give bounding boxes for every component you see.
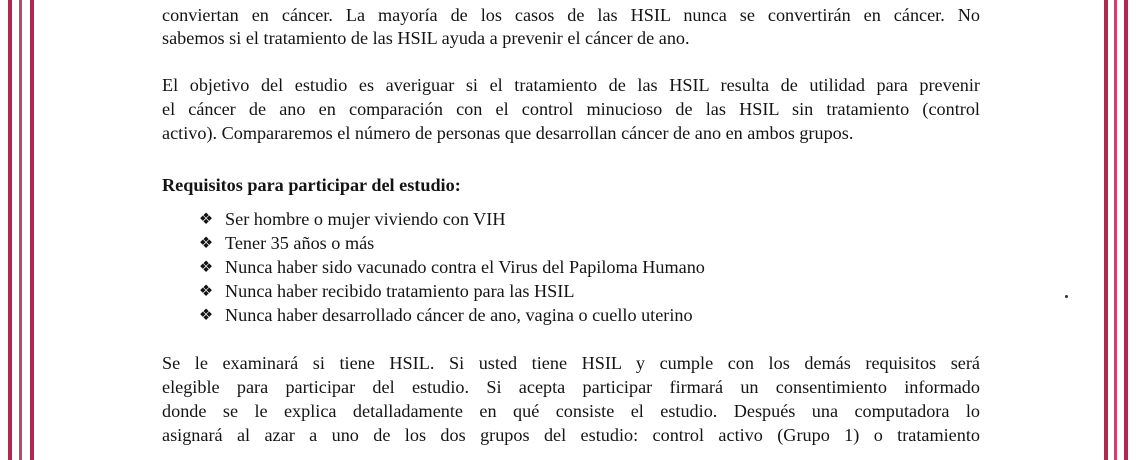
paragraph2-line1: El objetivo del estudio es averiguar si el tratamiento de las HSIL resulta de utilidad para prevenir <box>162 75 980 95</box>
paragraph2-line3: activo). Compararemos el número de personas que desarrollan cáncer de ano en ambos grupos. <box>162 123 854 143</box>
right-decorative-border <box>1104 0 1128 460</box>
diamond-bullet-icon: ❖ <box>198 211 214 228</box>
requirement-text: Ser hombre o mujer viviendo con VIH <box>225 209 506 229</box>
diamond-bullet-icon: ❖ <box>198 235 214 252</box>
requirement-item <box>197 232 374 255</box>
requirement-item <box>197 280 574 303</box>
requirement-item <box>197 304 693 327</box>
diamond-bullet-icon: ❖ <box>198 283 214 300</box>
scan-speck <box>1065 295 1068 298</box>
requirement-item <box>197 256 705 279</box>
requirement-text: Nunca haber desarrollado cáncer de ano, vagina o cuello uterino <box>225 305 693 325</box>
requirement-item <box>197 208 506 231</box>
paragraph3-line4: asignará al azar a uno de los dos grupos del estudio: control activo (Grupo 1) o tratamiento <box>162 425 980 445</box>
requirement-text: Nunca haber sido vacunado contra el Virus del Papiloma Humano <box>225 257 705 277</box>
paragraph3-line2: elegible para participar del estudio. Si acepta participar firmará un consentimiento informado <box>162 377 980 397</box>
paragraph1-line1: conviertan en cáncer. La mayoría de los casos de las HSIL nunca se convertirán en cáncer. No <box>162 5 980 25</box>
paragraph3-line1: Se le examinará si tiene HSIL. Si usted tiene HSIL y cumple con los demás requisitos será <box>162 353 980 373</box>
requirement-text: Tener 35 años o más <box>225 233 375 253</box>
left-decorative-border <box>8 0 34 460</box>
requirements-heading: Requisitos para participar del estudio: <box>162 175 461 195</box>
requirement-text: Nunca haber recibido tratamiento para las HSIL <box>225 281 575 301</box>
diamond-bullet-icon: ❖ <box>198 259 214 276</box>
paragraph1-line2: sabemos si el tratamiento de las HSIL ayuda a prevenir el cáncer de ano. <box>162 28 690 48</box>
paragraph2-line2: el cáncer de ano en comparación con el control minucioso de las HSIL sin tratamiento (control <box>162 99 980 119</box>
paragraph3-line3: donde se le explica detalladamente en qué consiste el estudio. Después una computadora lo <box>162 401 980 421</box>
diamond-bullet-icon: ❖ <box>198 307 214 324</box>
